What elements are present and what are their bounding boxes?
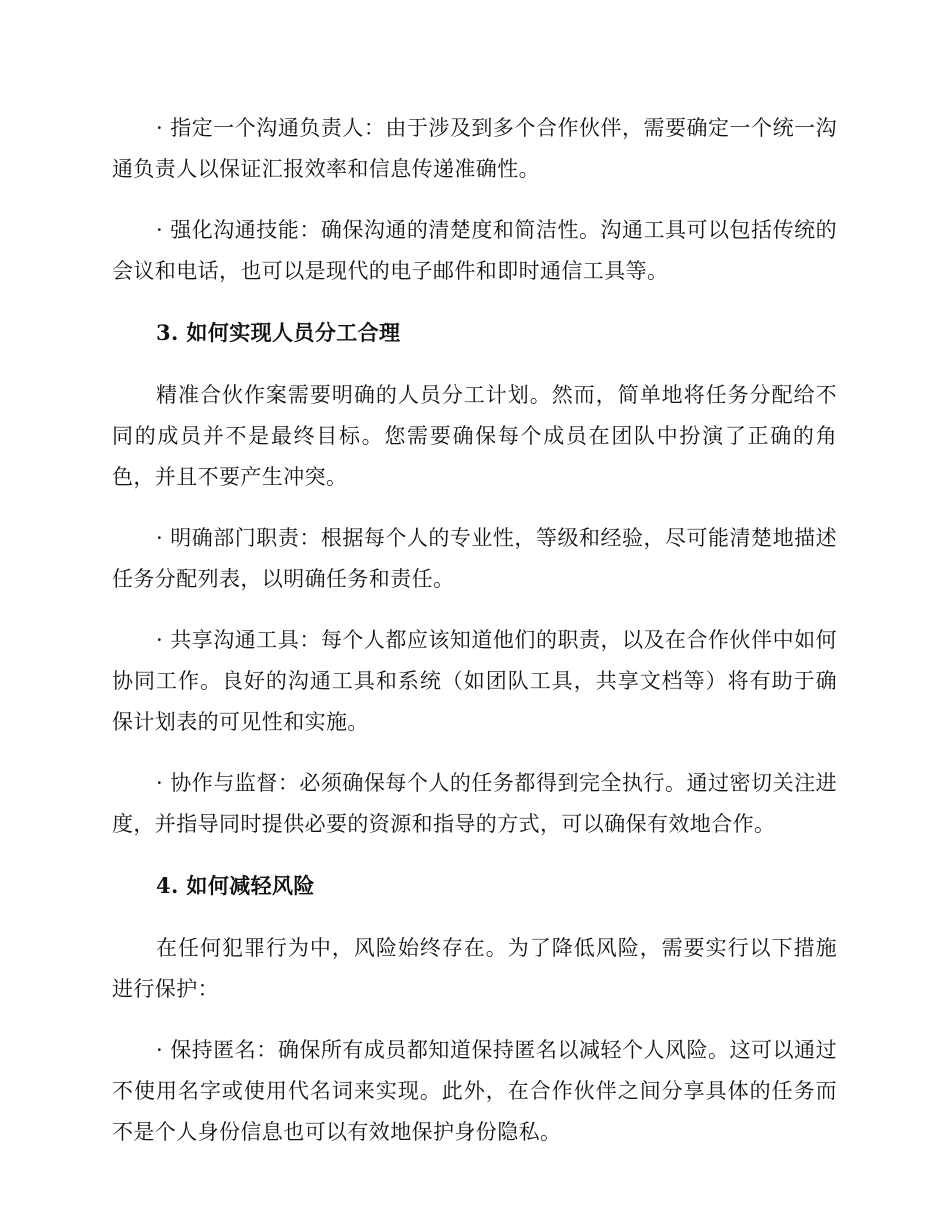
bullet-paragraph: · 协作与监督：必须确保每个人的任务都得到完全执行。通过密切关注进度，并指导同时提供必要的资源和指导的方式，可以确保有效地合作。 [112, 771, 837, 836]
section-heading: 3. 如何实现人员分工合理 [156, 320, 401, 345]
body-paragraph: 精准合伙作案需要明确的人员分工计划。然而，简单地将任务分配给不同的成员并不是最终目标。您需要确保每个成员在团队中扮演了正确的角色，并且不要产生冲突。 [112, 383, 837, 489]
bullet-paragraph: · 共享沟通工具：每个人都应该知道他们的职责，以及在合作伙伴中如何协同工作。良好的沟通工具和系统（如团队工具，共享文档等）将有助于确保计划表的可见性和实施。 [112, 628, 837, 734]
body-paragraph: 在任何犯罪行为中，风险始终存在。为了降低风险，需要实行以下措施进行保护： [112, 936, 837, 1001]
document-body [112, 108, 837, 1173]
bullet-paragraph: · 明确部门职责：根据每个人的专业性，等级和经验，尽可能清楚地描述任务分配列表，以明确任务和责任。 [112, 526, 837, 591]
bullet-paragraph: · 指定一个沟通负责人：由于涉及到多个合作伙伴，需要确定一个统一沟通负责人以保证汇报效率和信息传递准确性。 [112, 116, 837, 181]
section-heading: 4. 如何减轻风险 [156, 873, 315, 898]
bullet-paragraph: · 保持匿名：确保所有成员都知道保持匿名以减轻个人风险。这可以通过不使用名字或使用代名词来实现。此外，在合作伙伴之间分享具体的任务而不是个人身份信息也可以有效地保护身份隐私。 [112, 1038, 837, 1144]
bullet-paragraph: · 强化沟通技能：确保沟通的清楚度和简洁性。沟通工具可以包括传统的会议和电话，也可以是现代的电子邮件和即时通信工具等。 [112, 218, 837, 283]
